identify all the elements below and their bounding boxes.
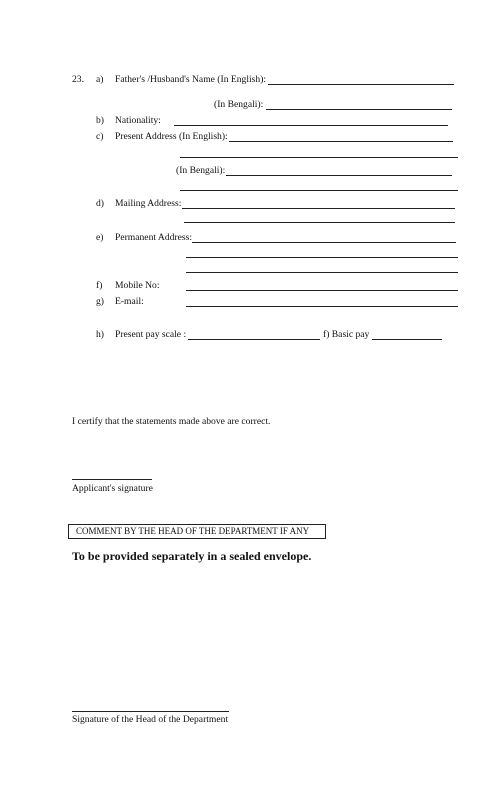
mailing-address-label: Mailing Address: xyxy=(115,198,182,209)
mailing-address-field[interactable] xyxy=(182,208,455,209)
head-signature-label: Signature of the Head of the Department xyxy=(72,714,229,725)
item-c-letter: c) xyxy=(96,131,104,142)
basic-pay-label: f) Basic pay xyxy=(323,329,370,340)
fathers-name-bengali-label: (In Bengali): xyxy=(214,99,264,110)
mobile-label: Mobile No: xyxy=(115,280,160,291)
head-signature-line[interactable] xyxy=(72,711,229,712)
item-f-letter: f) xyxy=(96,280,103,291)
pay-scale-label: Present pay scale : xyxy=(115,329,187,340)
applicant-signature-line[interactable] xyxy=(72,479,152,480)
present-address-english-label: Present Address (In English): xyxy=(115,131,228,142)
mailing-address-field-line2[interactable] xyxy=(184,222,455,223)
comment-box-label: COMMENT BY THE HEAD OF THE DEPARTMENT IF ANY xyxy=(76,526,310,536)
item-g-letter: g) xyxy=(96,296,104,307)
comment-box xyxy=(68,524,326,539)
fathers-name-english-field[interactable] xyxy=(268,84,454,85)
permanent-address-field-line3[interactable] xyxy=(186,272,458,273)
permanent-address-field-line2[interactable] xyxy=(186,257,458,258)
item-e-letter: e) xyxy=(96,232,104,243)
item-d-letter: d) xyxy=(96,198,104,209)
present-address-english-field[interactable] xyxy=(229,141,453,142)
applicant-signature-label: Applicant's signature xyxy=(72,483,153,494)
nationality-field[interactable] xyxy=(174,125,448,126)
question-number: 23. xyxy=(72,74,84,85)
pay-scale-field[interactable] xyxy=(188,339,320,340)
basic-pay-field[interactable] xyxy=(372,339,442,340)
certification-statement: I certify that the statements made above are correct. xyxy=(72,416,271,427)
permanent-address-label: Permanent Address: xyxy=(115,232,193,243)
mobile-field[interactable] xyxy=(186,290,458,291)
fathers-name-bengali-field[interactable] xyxy=(266,109,452,110)
present-address-bengali-label: (In Bengali): xyxy=(176,165,226,176)
present-address-bengali-field-line2[interactable] xyxy=(180,190,458,191)
nationality-label: Nationality: xyxy=(115,115,161,126)
item-b-letter: b) xyxy=(96,115,104,126)
present-address-english-field-line2[interactable] xyxy=(180,157,458,158)
email-label: E-mail: xyxy=(115,296,144,307)
item-h-letter: h) xyxy=(96,329,104,340)
present-address-bengali-field[interactable] xyxy=(226,175,452,176)
email-field[interactable] xyxy=(186,306,458,307)
sealed-envelope-note: To be provided separately in a sealed envelope. xyxy=(72,549,312,563)
permanent-address-field[interactable] xyxy=(192,242,456,243)
item-a-letter: a) xyxy=(96,74,104,85)
fathers-name-english-label: Father's /Husband's Name (In English): xyxy=(115,74,267,85)
